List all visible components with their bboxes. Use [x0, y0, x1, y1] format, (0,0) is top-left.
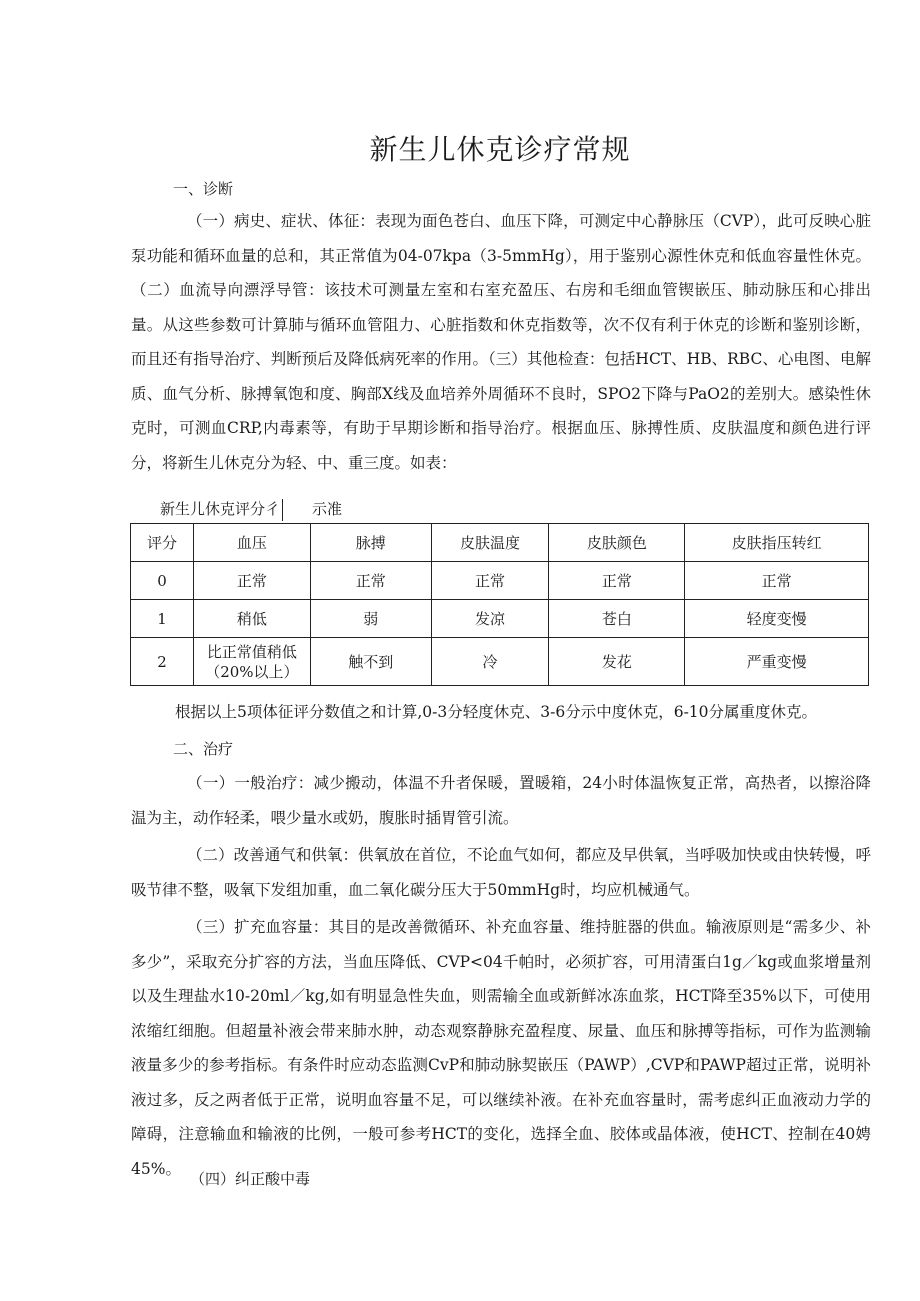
table-cell: 触不到: [310, 638, 431, 686]
treatment-paragraph-3: [131, 910, 871, 1186]
table-cell: 正常: [431, 562, 549, 600]
table-row: [131, 562, 869, 600]
caption-divider: [282, 499, 283, 521]
table-row: [131, 638, 869, 686]
table-caption: [160, 498, 343, 519]
table-cell: 轻度变慢: [685, 600, 869, 638]
page-title: 新生儿休克诊疗常规: [369, 133, 631, 166]
treatment-paragraph-1: [131, 766, 871, 835]
diagnosis-paragraph: [131, 204, 871, 480]
table-row: [131, 600, 869, 638]
score-summary-paragraph: [131, 695, 871, 730]
table-cell: 正常: [310, 562, 431, 600]
treatment-heading-acidosis: （四）纠正酸中毒: [190, 1170, 311, 1188]
table-cell: 发花: [549, 638, 685, 686]
table-cell: 正常: [193, 562, 310, 600]
section-heading-diagnosis: 一、诊断: [173, 180, 234, 198]
treatment-text-3: （三）扩充血容量：其目的是改善微循环、补充血容量、维持脏器的供血。输液原则是“需多少、补多少”，采取充分扩容的方法，当血压降低、CVP<04千帕时，必须扩容，可用清蛋白1g／kg或血浆增量剂以及生理盐水10-20ml／kg,如有明显急性失血，则需输全血或新鲜冰冻血浆，HCT降至35%以下，可使用浓缩红细胞。但超量补液会带来肺水肿，动态观察静脉充盈程度、尿量、血压和脉搏等指标，可作为监测输液量多少的参考指标。有条件时应动态监测CvP和肺动脉契嵌压（PAWP）,CVP和PAWP超过正常，说明补液过多，反之两者低于正常，说明血容量不足，可以继续补液。在补充血容量时，需考虑纠正血液动力学的障碍，注意输血和输液的比例，一般可参考HCT的变化，选择全血、胶体或晶体液，使HCT、控制在40娉45%。: [131, 918, 871, 1178]
header-cell: 皮肤温度: [431, 524, 549, 562]
table-cell: 稍低: [193, 600, 310, 638]
table-cell: 弱: [310, 600, 431, 638]
shock-score-table: [130, 523, 869, 686]
header-cell: 血压: [193, 524, 310, 562]
score-summary-text: 根据以上5项体征评分数值之和计算,0-3分轻度休克、3-6分示中度休克，6-10分属重度休克。: [175, 703, 818, 721]
table-cell: 正常: [685, 562, 869, 600]
table-cell: 0: [131, 562, 194, 600]
table-cell: 比正常值稍低（20%以上）: [193, 638, 310, 686]
header-cell: 皮肤颜色: [549, 524, 685, 562]
header-cell: 评分: [131, 524, 194, 562]
treatment-text-1: （一）一般治疗：减少搬动，体温不升者保暖，置暖箱，24小时体温恢复正常，高热者，以擦浴降温为主，动作轻柔，喂少量水或奶，腹胀时插胃管引流。: [131, 774, 871, 827]
table-header-row: [131, 524, 869, 562]
table-caption-part-b: 示准: [312, 500, 343, 518]
diagnosis-text: （一）病史、症状、体征：表现为面色苍白、血压下降，可测定中心静脉压（CVP），此可反映心脏泵功能和循环血量的总和，其正常值为04-07kpa（3-5mmHg），用于鉴别心源性休克和低血容量性休克。（二）血流导向漂浮导管：该技术可测量左室和右室充盈压、右房和毛细血管锲嵌压、肺动脉压和心排出量。从这些参数可计算肺与循环血管阻力、心脏指数和休克指数等，次不仅有利于休克的诊断和鉴别诊断，而且还有指导治疗、判断预后及降低病死率的作用。（三）其他检查：包括HCT、HB、RBC、心电图、电解质、血气分析、脉搏氧饱和度、胸部X线及血培养外周循环不良时，SPO2下降与PaO2的差别大。感染性休克时，可测血CRP,内毒素等，有助于早期诊断和指导治疗。根据血压、脉搏性质、皮肤温度和颜色进行评分，将新生儿休克分为轻、中、重三度。如表：: [131, 212, 871, 472]
header-cell: 脉搏: [310, 524, 431, 562]
header-cell: 皮肤指压转红: [685, 524, 869, 562]
table-caption-part-a: 新生儿休克评分彳: [160, 500, 281, 518]
table-cell: 冷: [431, 638, 549, 686]
treatment-paragraph-2: [131, 838, 871, 907]
table-cell: 正常: [549, 562, 685, 600]
treatment-text-2: （二）改善通气和供氧：供氧放在首位，不论血气如何，都应及早供氧，当呼吸加快或由快转慢，呼吸节律不整，吸氧下发组加重，血二氧化碳分压大于50mmHg时，均应机械通气。: [131, 846, 871, 899]
table-cell: 苍白: [549, 600, 685, 638]
table-cell: 发凉: [431, 600, 549, 638]
table-cell: 2: [131, 638, 194, 686]
table-cell: 严重变慢: [685, 638, 869, 686]
table-cell: 1: [131, 600, 194, 638]
section-heading-treatment: 二、治疗: [173, 740, 234, 758]
